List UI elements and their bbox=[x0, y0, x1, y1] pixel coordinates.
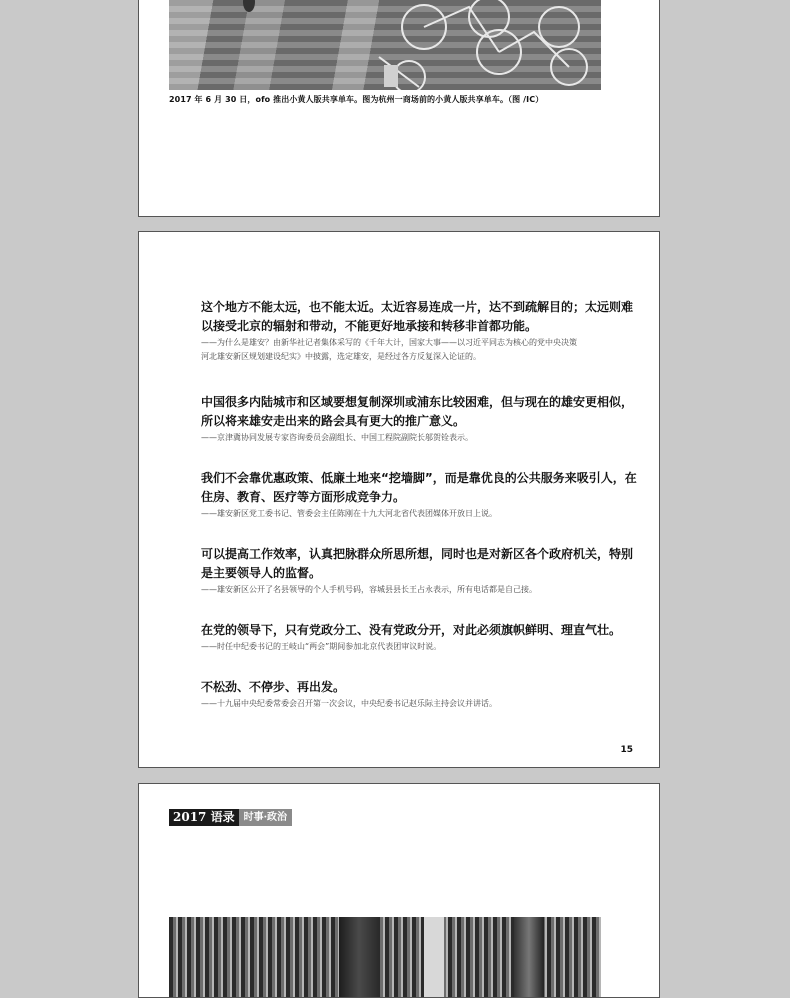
quote-block bbox=[201, 298, 641, 364]
photo-pillar bbox=[339, 917, 379, 998]
quote-source: ——雄安新区党工委书记、管委会主任陈刚在十九大河北省代表团媒体开放日上说。 bbox=[201, 509, 497, 518]
page-top bbox=[138, 0, 660, 217]
quote-text: 我们不会靠优惠政策、低廉土地来“挖墙脚”，而是靠优良的公共服务来吸引人，在住房、教育、医疗等方面形成竞争力。 bbox=[201, 471, 637, 504]
photo-pillar bbox=[424, 917, 444, 998]
quote-source: ——雄安新区公开了名县领导的个人手机号码，容城县县长王占永表示，所有电话都是自己接。 bbox=[201, 585, 537, 594]
quote-source: ——京津冀协同发展专家咨询委员会副组长、中国工程院副院长邬贺铨表示。 bbox=[201, 433, 473, 442]
section-title: 2017 语录 bbox=[169, 809, 239, 826]
quote-block bbox=[201, 621, 641, 654]
quote-text: 中国很多内陆城市和区域要想复制深圳或浦东比较困难，但与现在的雄安更相似，所以将来雄安走出来的路会具有更大的推广意义。 bbox=[201, 395, 634, 428]
photo-pillar bbox=[514, 917, 544, 998]
shared-bikes-photo bbox=[169, 0, 601, 90]
quote-source: ——时任中纪委书记的王岐山“两会”期间参加北京代表团审议时说。 bbox=[201, 642, 442, 651]
quote-text: 可以提高工作效率，认真把脉群众所思所想，同时也是对新区各个政府机关，特别是主要领导人的监督。 bbox=[201, 547, 634, 580]
section-subtitle: 时事·政治 bbox=[239, 809, 292, 826]
section-header bbox=[169, 809, 292, 826]
quote-text: 这个地方不能太远，也不能太近。太近容易连成一片，达不到疏解目的；太远则难以接受北京的辐射和带动，不能更好地承接和转移非首都功能。 bbox=[201, 300, 634, 333]
quote-source: 河北雄安新区规划建设纪实》中披露，选定雄安，是经过各方反复深入论证的。 bbox=[201, 352, 481, 361]
quote-source: ——十九届中央纪委常委会召开第一次会议，中央纪委书记赵乐际主持会议并讲话。 bbox=[201, 699, 497, 708]
bicycles-illustration bbox=[169, 0, 601, 90]
quote-block bbox=[201, 545, 641, 597]
quote-block bbox=[201, 678, 641, 711]
quote-source: ——为什么是雄安？由新华社记者集体采写的《千年大计，国家大事——以习近平同志为核心的党中央决策 bbox=[201, 338, 577, 347]
photo-caption: 2017 年 6 月 30 日，ofo 推出小黄人版共享单车。图为杭州一商场前的小黄人版共享单车。（图 /IC） bbox=[169, 95, 544, 104]
quote-block bbox=[201, 393, 641, 445]
palace-photo bbox=[169, 917, 601, 998]
page-number: 15 bbox=[620, 745, 633, 755]
page-bottom bbox=[138, 783, 660, 998]
page-quotes bbox=[138, 231, 660, 768]
quote-text: 不松劲、不停步、再出发。 bbox=[201, 680, 346, 694]
quote-text: 在党的领导下，只有党政分工、没有党政分开，对此必须旗帜鲜明、理直气壮。 bbox=[201, 623, 622, 637]
quote-block bbox=[201, 469, 641, 521]
